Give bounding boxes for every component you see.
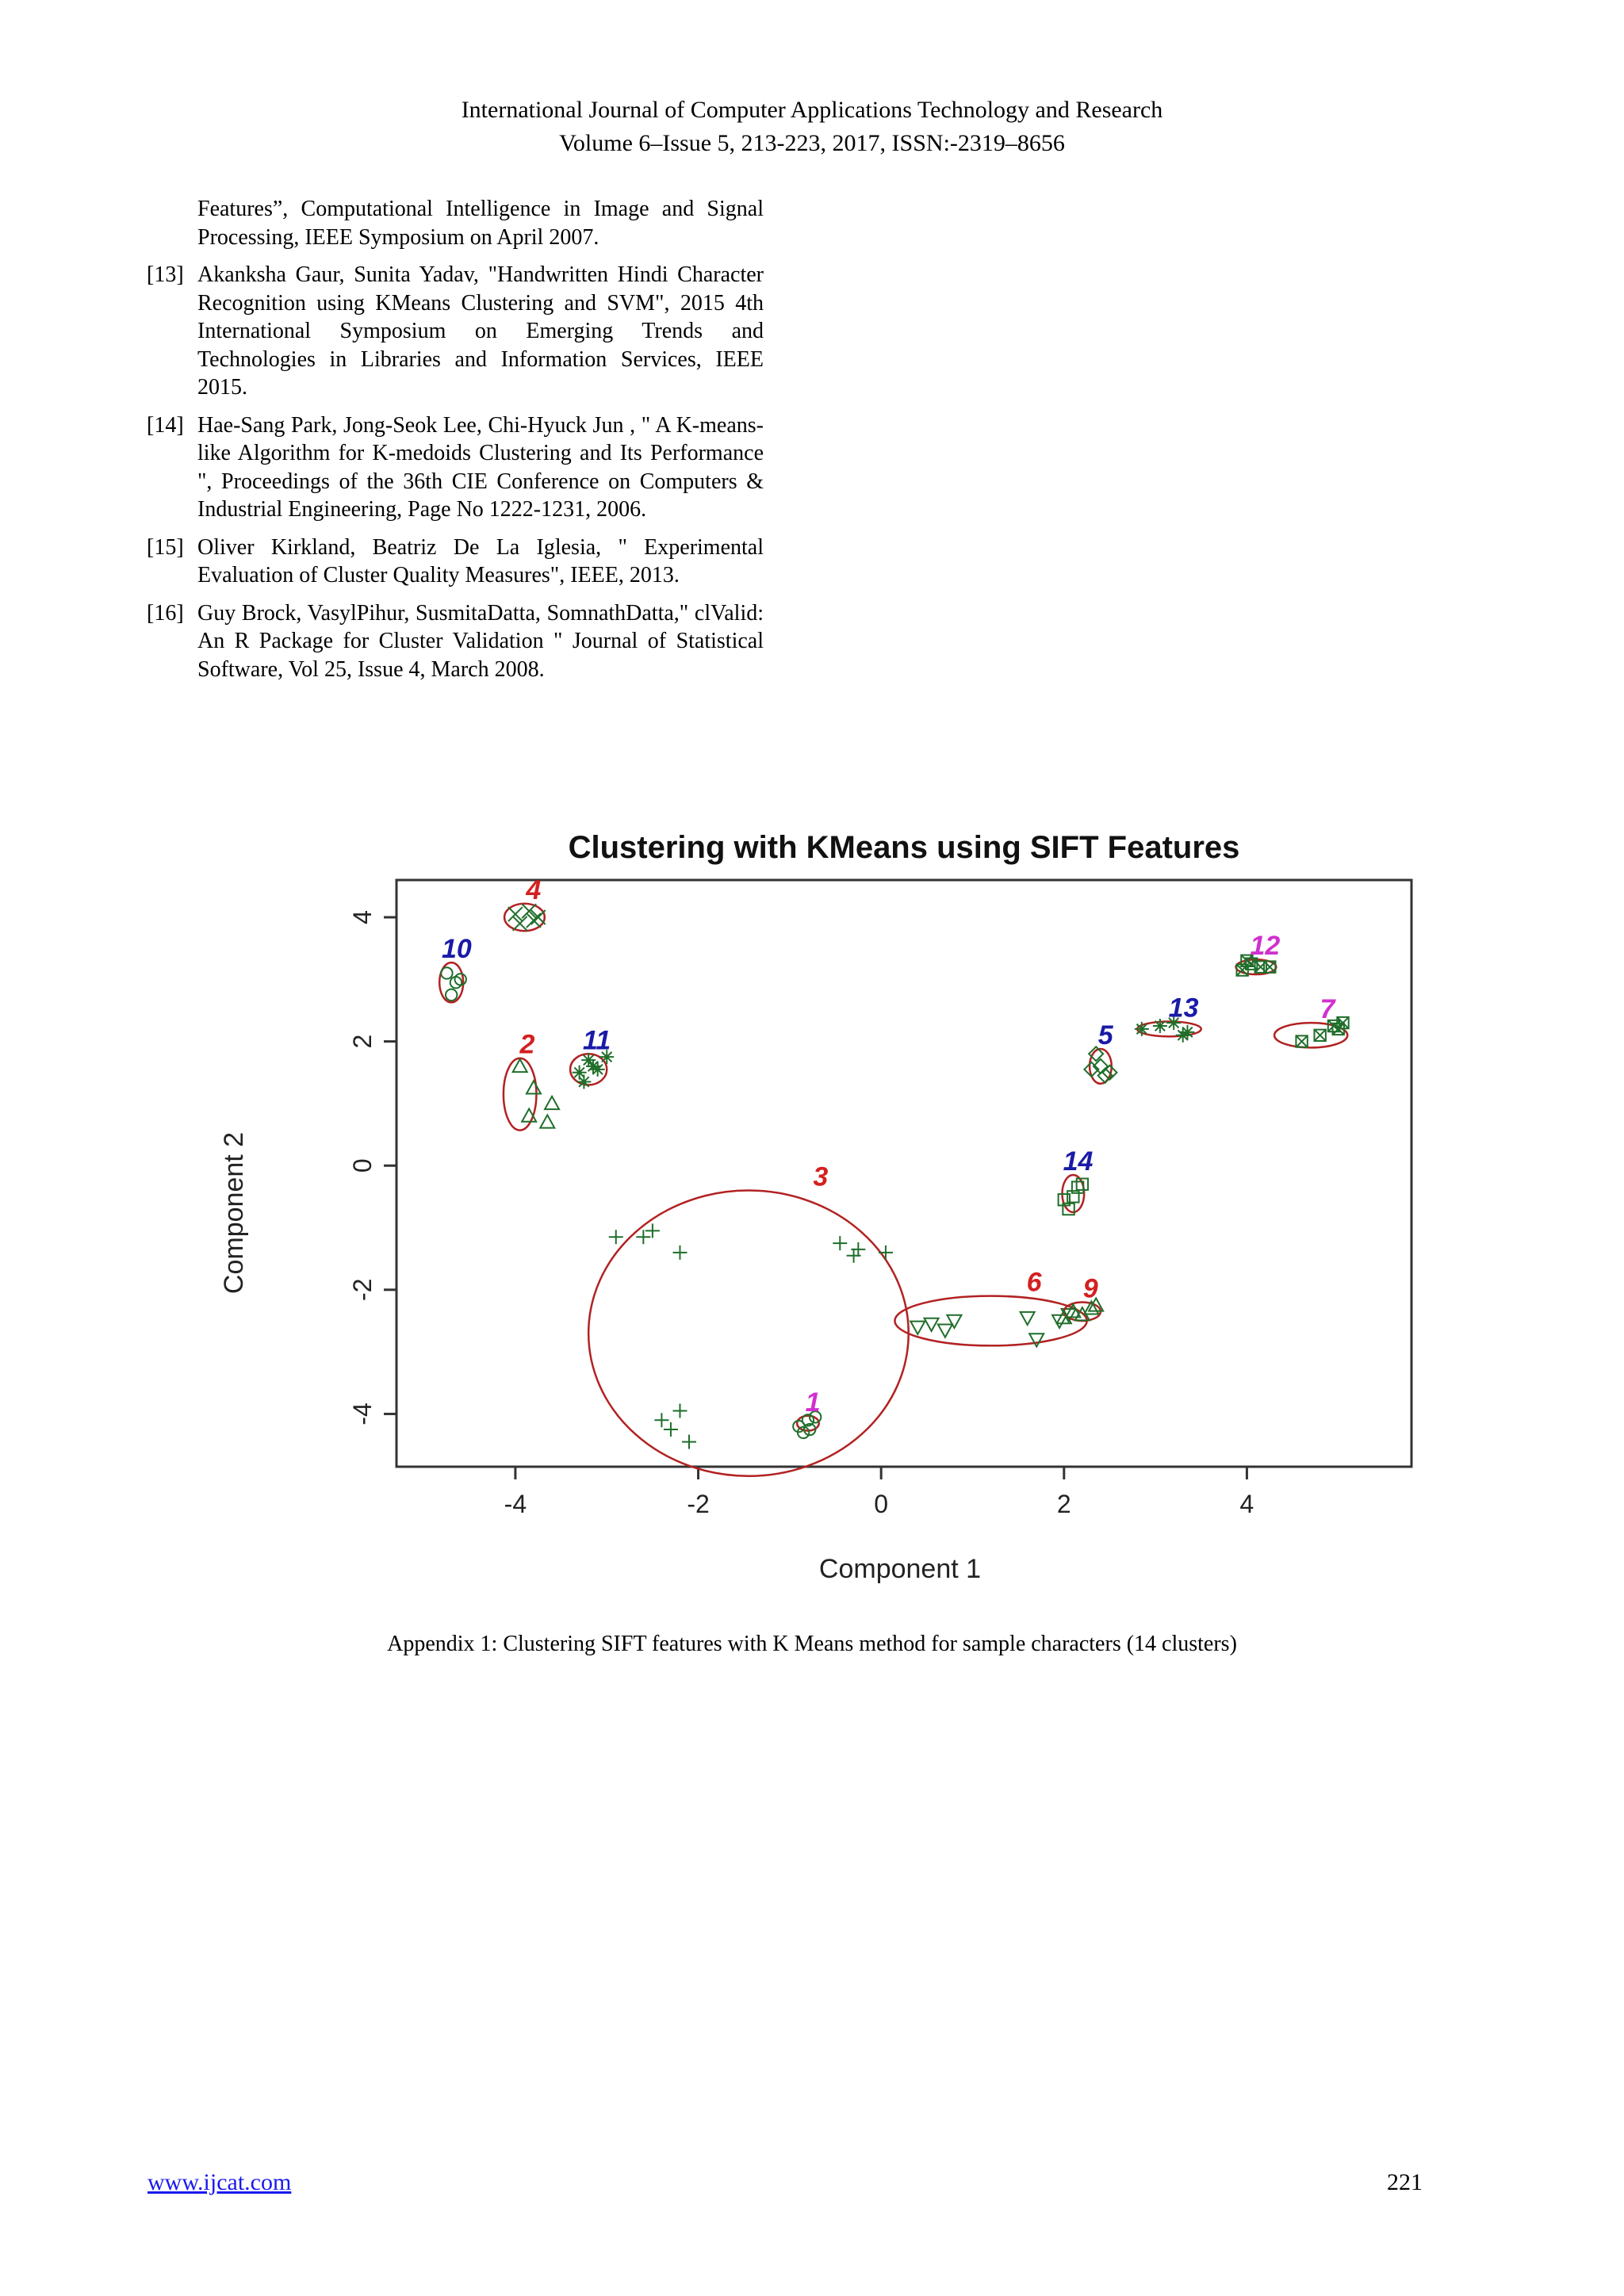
reference-number: [13] bbox=[147, 262, 184, 287]
cluster-label: 14 bbox=[1063, 1146, 1094, 1177]
data-point bbox=[672, 1246, 687, 1260]
x-tick-label: 0 bbox=[874, 1490, 889, 1518]
cluster-ellipse bbox=[588, 1191, 909, 1476]
data-point bbox=[527, 1081, 541, 1093]
cluster-label: 6 bbox=[1026, 1267, 1042, 1298]
data-point bbox=[1029, 1334, 1044, 1346]
data-point bbox=[938, 1325, 952, 1337]
y-tick-label: -4 bbox=[348, 1402, 377, 1425]
data-point bbox=[664, 1422, 678, 1437]
y-axis-label: Component 2 bbox=[219, 1131, 249, 1295]
x-tick-label: 2 bbox=[1056, 1490, 1071, 1518]
reference-text: Guy Brock, VasylPihur, SusmitaDatta, SomnathDatta," clValid: An R Package for Cluster Validation " Journal of Statistical Software, Vol 25, Issue 4, March 2008. bbox=[197, 600, 764, 682]
reference-item bbox=[147, 195, 764, 251]
reference-number: [15] bbox=[147, 534, 184, 560]
y-tick-label: 0 bbox=[348, 1158, 377, 1173]
reference-item bbox=[147, 261, 764, 402]
data-point bbox=[1052, 1315, 1067, 1328]
y-tick-label: -2 bbox=[348, 1278, 377, 1302]
journal-volume: Volume 6–Issue 5, 213-223, 2017, ISSN:-2319–8656 bbox=[559, 130, 1065, 156]
data-point bbox=[545, 1096, 559, 1109]
x-axis-label: Component 1 bbox=[818, 1554, 982, 1584]
y-tick-label: 2 bbox=[348, 1034, 377, 1049]
reference-text: Hae-Sang Park, Jong-Seok Lee, Chi-Hyuck Jun , " A K-means-like Algorithm for K-medoids Clustering and Its Performance ", Proceedings of the 36th CIE Conference on Computers & Industrial Engineering, Page No 1222-1231, 2006. bbox=[197, 412, 764, 522]
reference-text: Akanksha Gaur, Sunita Yadav, "Handwritten Hindi Character Recognition using KMeans Clustering and SVM", 2015 4th International Symposium on Emerging Trends and Technologies in Libraries and Information Services, IEEE 2015. bbox=[197, 262, 764, 400]
data-point bbox=[672, 1404, 687, 1418]
chart-title: Clustering with KMeans using SIFT Features bbox=[568, 830, 1240, 865]
data-point bbox=[441, 967, 452, 978]
cluster-label: 1 bbox=[805, 1387, 821, 1418]
data-point bbox=[1314, 1030, 1325, 1041]
data-point bbox=[947, 1315, 961, 1328]
data-point bbox=[682, 1435, 696, 1449]
journal-title: International Journal of Computer Applications Technology and Research bbox=[461, 97, 1163, 123]
data-point bbox=[609, 1230, 623, 1244]
data-point bbox=[654, 1413, 668, 1427]
x-tick-label: -4 bbox=[504, 1490, 527, 1518]
data-point bbox=[879, 1246, 893, 1260]
cluster-label: 2 bbox=[519, 1029, 535, 1060]
data-point bbox=[540, 1115, 554, 1127]
data-point bbox=[925, 1318, 939, 1331]
reference-item bbox=[147, 411, 764, 524]
figure-caption: Appendix 1: Clustering SIFT features with K Means method for sample characters (14 clusters) bbox=[387, 1632, 1237, 1656]
cluster-label: 5 bbox=[1097, 1020, 1113, 1050]
reference-text: Features”, Computational Intelligence in Image and Signal Processing, IEEE Symposium on April 2007. bbox=[197, 197, 764, 250]
reference-list bbox=[147, 195, 764, 693]
data-point bbox=[645, 1223, 660, 1238]
page-number: 221 bbox=[1387, 2169, 1423, 2195]
reference-item bbox=[147, 599, 764, 684]
cluster-label: 3 bbox=[813, 1161, 829, 1192]
journal-website-link[interactable]: www.ijcat.com bbox=[147, 2169, 292, 2195]
reference-item bbox=[147, 534, 764, 590]
reference-number: [16] bbox=[147, 600, 184, 626]
data-point bbox=[833, 1236, 847, 1250]
x-tick-label: 4 bbox=[1239, 1490, 1254, 1518]
cluster-figure bbox=[214, 825, 1435, 1601]
data-point bbox=[513, 1059, 527, 1072]
reference-number: [14] bbox=[147, 412, 184, 438]
cluster-label: 7 bbox=[1320, 994, 1335, 1025]
y-tick-label: 4 bbox=[348, 910, 377, 924]
cluster-label: 11 bbox=[582, 1025, 611, 1056]
data-point bbox=[636, 1230, 650, 1244]
cluster-label: 12 bbox=[1250, 931, 1281, 962]
reference-text: Oliver Kirkland, Beatriz De La Iglesia, " Experimental Evaluation of Cluster Quality Measures", IEEE, 2013. bbox=[197, 534, 764, 587]
cluster-label: 13 bbox=[1168, 993, 1199, 1024]
data-point bbox=[446, 989, 457, 1001]
data-point bbox=[1296, 1035, 1307, 1047]
cluster-label: 4 bbox=[526, 874, 542, 905]
data-point bbox=[910, 1322, 925, 1334]
data-point bbox=[1021, 1312, 1035, 1325]
cluster-label: 10 bbox=[442, 934, 472, 965]
cluster-scatter-plot bbox=[214, 825, 1435, 1601]
data-point bbox=[531, 910, 546, 924]
journal-header bbox=[0, 94, 1624, 160]
cluster-label: 9 bbox=[1082, 1273, 1098, 1304]
x-tick-label: -2 bbox=[687, 1490, 710, 1518]
